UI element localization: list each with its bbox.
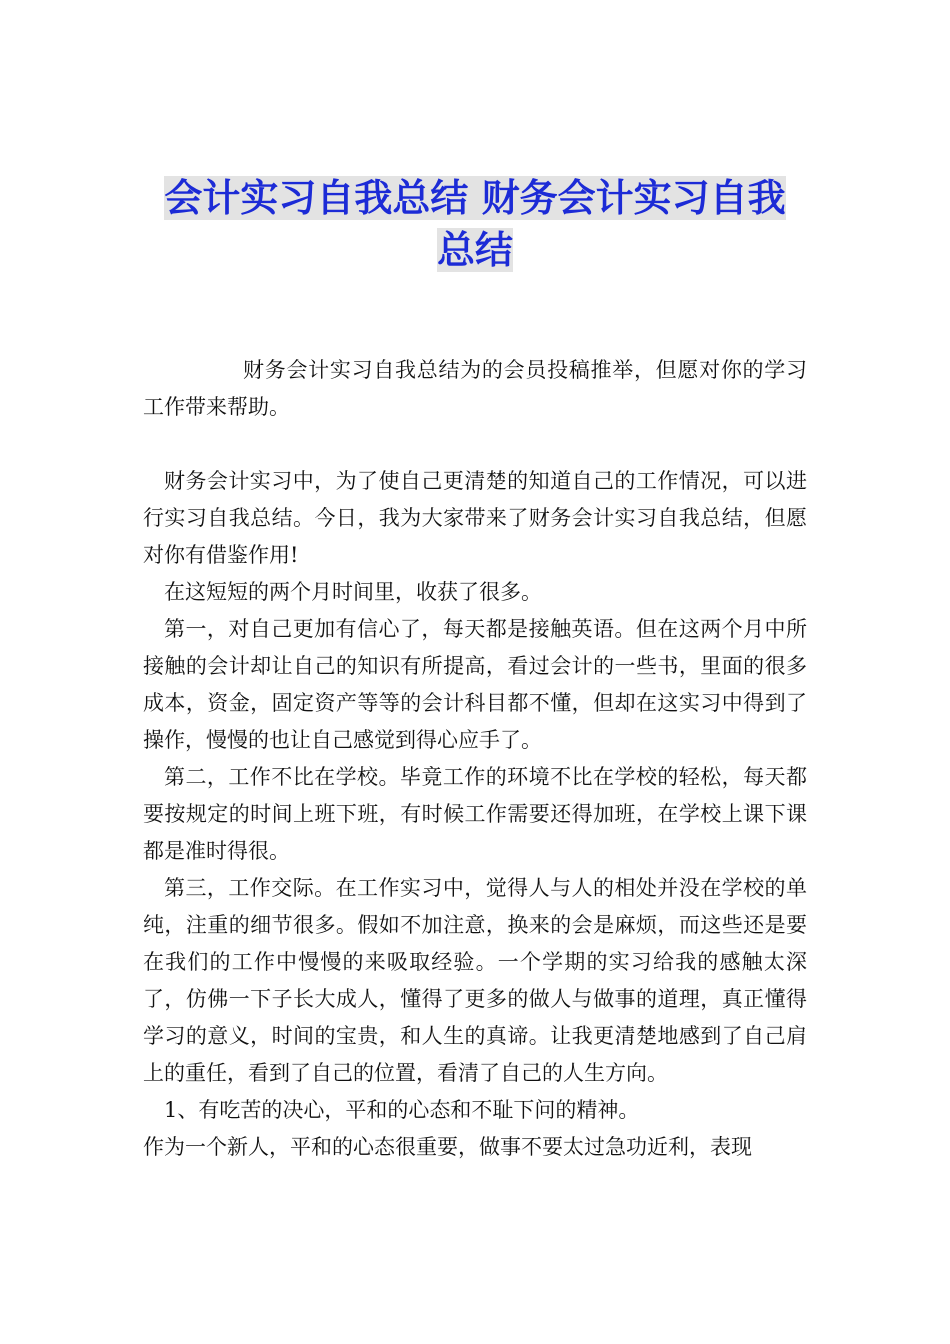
- title-line-2: 总结: [436, 228, 513, 272]
- title-line-1: 会计实习自我总结 财务会计实习自我: [164, 176, 786, 220]
- paragraph: 在这短短的两个月时间里，收获了很多。: [164, 580, 542, 604]
- paragraph: 第一，对自己更加有信心了，每天都是接触英语。但在这两个月中所接触的会计却让自己的知识有所提高，看过会计的一些书，里面的很多成本，资金，固定资产等等的会计科目都不懂，但却在这实习中得到了操作，慢慢的也让自己感觉到得心应手了。: [143, 617, 807, 752]
- paragraph-spacer: [143, 426, 807, 463]
- paragraph: 第二，工作不比在学校。毕竟工作的环境不比在学校的轻松，每天都要按规定的时间上班下班，有时候工作需要还得加班，在学校上课下课都是准时得很。: [143, 765, 807, 863]
- paragraph-intro: 财务会计实习自我总结为的会员投稿推举，但愿对你的学习工作带来帮助。: [143, 358, 807, 419]
- document-body: [143, 352, 807, 1166]
- paragraph: 作为一个新人，平和的心态很重要，做事不要太过急功近利，表现: [143, 1135, 752, 1159]
- paragraph: 财务会计实习中，为了使自己更清楚的知道自己的工作情况，可以进行实习自我总结。今日，我为大家带来了财务会计实习自我总结，但愿对你有借鉴作用!: [143, 469, 807, 567]
- paragraph: 第三，工作交际。在工作实习中，觉得人与人的相处并没在学校的单纯，注重的细节很多。假如不加注意，换来的会是麻烦，而这些还是要在我们的工作中慢慢的来吸取经验。一个学期的实习给我的感触太深了，仿佛一下子长大成人，懂得了更多的做人与做事的道理，真正懂得学习的意义，时间的宝贵，和人生的真谛。让我更清楚地感到了自己肩上的重任，看到了自己的位置，看清了自己的人生方向。: [143, 876, 807, 1085]
- document-title: [100, 172, 850, 276]
- paragraph: 1、有吃苦的决心，平和的心态和不耻下问的精神。: [164, 1098, 640, 1122]
